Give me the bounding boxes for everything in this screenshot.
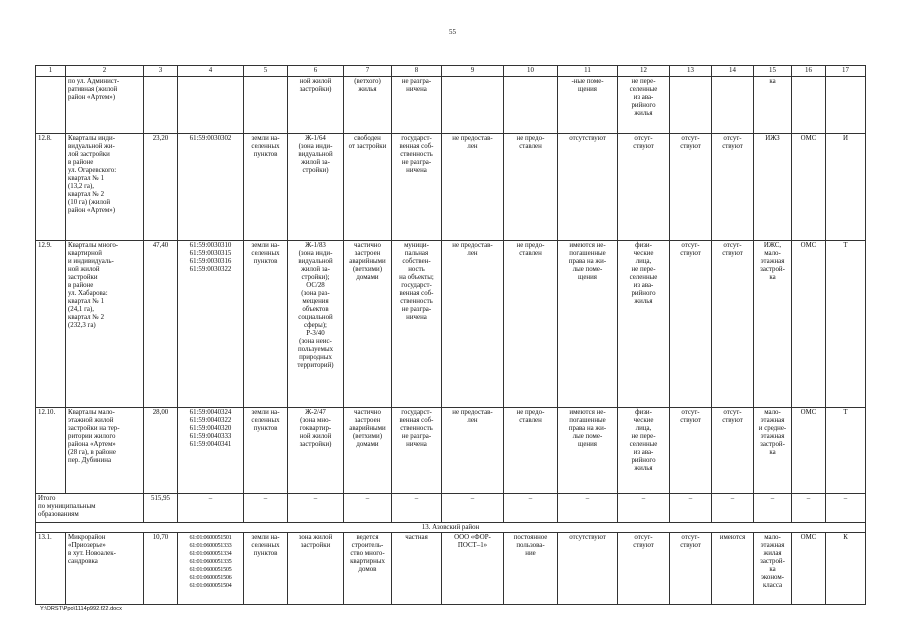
dash-cell: – <box>244 494 288 523</box>
cadastral-numbers: 61:59:0030310 61:59:0030315 61:59:0030316 61:59:0030322 <box>178 241 244 408</box>
dash-cell: – <box>442 494 504 523</box>
persons: отсут- ствуют <box>618 533 670 605</box>
table-row <box>36 533 866 605</box>
code: Т <box>826 241 866 408</box>
col-header: 16 <box>792 66 826 77</box>
table-cell: не разгра- ничена <box>392 77 442 134</box>
table-cell: отсут- ствуют <box>712 408 754 494</box>
holder: не предостав- лен <box>442 241 504 408</box>
ownership: государст- венная соб- ственность не разгра- ничена <box>392 408 442 494</box>
col-header: 10 <box>504 66 558 77</box>
table-row <box>36 408 866 494</box>
table-cell: отсут- ствуют <box>670 533 712 605</box>
cadastral-numbers: 61:59:0030302 <box>178 134 244 241</box>
code: Т <box>826 408 866 494</box>
persons: отсут- ствуют <box>618 134 670 241</box>
table-cell <box>826 77 866 134</box>
total-row <box>36 494 866 523</box>
table-cell <box>670 77 712 134</box>
right-type: не предо- ставлен <box>504 408 558 494</box>
page-number: 55 <box>449 28 456 36</box>
table-cell <box>36 77 66 134</box>
zone: Ж-2/47 (зона мно- гоквартир- ной жилой застройки) <box>288 408 344 494</box>
dash-cell: – <box>754 494 792 523</box>
dash-cell: – <box>670 494 712 523</box>
table-cell <box>792 77 826 134</box>
land-category: земли на- селенных пунктов <box>244 533 288 605</box>
table-row <box>36 241 866 408</box>
built-state: частично застроен аварийными (ветхими) домами <box>344 408 392 494</box>
holder: не предостав- лен <box>442 134 504 241</box>
right-type: не предо- ставлен <box>504 134 558 241</box>
table-cell: ной жилой застройки) <box>288 77 344 134</box>
table-cell: отсут- ствуют <box>670 134 712 241</box>
table-cell <box>144 77 178 134</box>
table-cell: отсут- ствуют <box>670 241 712 408</box>
col-header: 12 <box>618 66 670 77</box>
col-header: 4 <box>178 66 244 77</box>
area: 28,00 <box>144 408 178 494</box>
table-cell: -ные поме- щения <box>558 77 618 134</box>
col-header: 11 <box>558 66 618 77</box>
usage-type: мало- этажная жилая застрой- ка эконом- класса <box>754 533 792 605</box>
holder: не предостав- лен <box>442 408 504 494</box>
right-type: не предо- ставлен <box>504 241 558 408</box>
col-header: 13 <box>670 66 712 77</box>
col-header: 8 <box>392 66 442 77</box>
table-cell: отсут- ствуют <box>670 408 712 494</box>
table-cell <box>504 77 558 134</box>
encumbrances: отсутствуют <box>558 533 618 605</box>
right-type: постоянное пользова- ние <box>504 533 558 605</box>
ownership: муници- пальная собствен- ность на объекты; государст- венная соб- ственность не разгра- ничена <box>392 241 442 408</box>
object-name: Кварталы много- квартирной и индивидуаль- ной жилой застройки в районе ул. Хабарова: квартал № 1 (24,1 га), квартал № 2 (232,3 га) <box>66 241 144 408</box>
col-header: 1 <box>36 66 66 77</box>
col-header: 5 <box>244 66 288 77</box>
total-label: Итого по муниципальным образованиям <box>36 494 144 523</box>
dash-cell: – <box>344 494 392 523</box>
persons: физи- ческие лица, не пере- селенные из ава- рийного жилья <box>618 408 670 494</box>
dash-cell: – <box>178 494 244 523</box>
object-name: Микрорайон «Приозерье» в хут. Новоалек- сандровка <box>66 533 144 605</box>
continued-row <box>36 77 866 134</box>
table-cell: отсут- ствуют <box>712 134 754 241</box>
built-state: ведется строитель- ство много- квартирных домов <box>344 533 392 605</box>
built-state: свободен от застройки <box>344 134 392 241</box>
cadastral-numbers: 61:01:0600051501 61:01:0600051333 61:01:0600051334 61:01:0600051335 61:01:0600051505 61:01:0600051506 61:01:0600051504 <box>178 533 244 605</box>
dash-cell: – <box>826 494 866 523</box>
dash-cell: – <box>712 494 754 523</box>
row-number: 12.9. <box>36 241 66 408</box>
object-name: Кварталы мало- этажной жилой застройки на тер- ритории жилого района «Артем» (28 га), в районе пер. Дубинина <box>66 408 144 494</box>
table-cell <box>178 77 244 134</box>
authority: ОМС <box>792 134 826 241</box>
code: И <box>826 134 866 241</box>
col-header: 14 <box>712 66 754 77</box>
authority: ОМС <box>792 241 826 408</box>
encumbrances: имеются не- погашенные права на жи- лые поме- щения <box>558 241 618 408</box>
section-title: 13. Азовский район <box>36 523 866 533</box>
col-header: 3 <box>144 66 178 77</box>
section-row <box>36 523 866 533</box>
built-state: частично застроен аварийными (ветхими) домами <box>344 241 392 408</box>
col-header: 17 <box>826 66 866 77</box>
zone: зона жилой застройки <box>288 533 344 605</box>
usage-type: ИЖЗ <box>754 134 792 241</box>
column-number-row <box>36 66 866 77</box>
total-area: 515,95 <box>144 494 178 523</box>
row-number: 12.10. <box>36 408 66 494</box>
table-row <box>36 134 866 241</box>
holder: ООО «ФОР- ПОСТ–1» <box>442 533 504 605</box>
land-plots-table <box>35 65 866 605</box>
col-header: 15 <box>754 66 792 77</box>
land-category: земли на- селенных пунктов <box>244 241 288 408</box>
authority: ОМС <box>792 408 826 494</box>
file-path-footer: Y:\ORST\Ppo\1114p992.f22.docx <box>40 606 122 612</box>
dash-cell: – <box>618 494 670 523</box>
table-cell: отсут- ствуют <box>712 241 754 408</box>
code: К <box>826 533 866 605</box>
land-category: земли на- селенных пунктов <box>244 408 288 494</box>
col-header: 2 <box>66 66 144 77</box>
cadastral-numbers: 61:59:0040324 61:59:0040322 61:59:0040320 61:59:0040333 61:59:0040341 <box>178 408 244 494</box>
col-header: 9 <box>442 66 504 77</box>
table-cell: (ветхого) жилья <box>344 77 392 134</box>
table-cell: имеются <box>712 533 754 605</box>
table-cell: не пере- селенные из ава- рийного жилья <box>618 77 670 134</box>
row-number: 12.8. <box>36 134 66 241</box>
usage-type: ИЖС, мало- этажная застрой- ка <box>754 241 792 408</box>
authority: ОМС <box>792 533 826 605</box>
persons: физи- ческие лица, не пере- селенные из ава- рийного жилья <box>618 241 670 408</box>
usage-type: мало- этажная и средне- этажная застрой- ка <box>754 408 792 494</box>
dash-cell: – <box>792 494 826 523</box>
encumbrances: отсутствуют <box>558 134 618 241</box>
table-cell <box>244 77 288 134</box>
area: 23,20 <box>144 134 178 241</box>
table-cell: по ул. Админист- ративная (жилой район «Артем») <box>66 77 144 134</box>
col-header: 7 <box>344 66 392 77</box>
ownership: государст- венная соб- ственность не разгра- ничена <box>392 134 442 241</box>
row-number: 13.1. <box>36 533 66 605</box>
object-name: Кварталы инди- видуальной жи- лой застройки в районе ул. Огаревского: квартал № 1 (13,2 га), квартал № 2 (10 га) (жилой район «Артем») <box>66 134 144 241</box>
dash-cell: – <box>288 494 344 523</box>
table-cell: ка <box>754 77 792 134</box>
zone: Ж-1/64 (зона инди- видуальной жилой за- стройки) <box>288 134 344 241</box>
area: 47,40 <box>144 241 178 408</box>
dash-cell: – <box>558 494 618 523</box>
dash-cell: – <box>392 494 442 523</box>
area: 10,70 <box>144 533 178 605</box>
table-cell <box>442 77 504 134</box>
ownership: частная <box>392 533 442 605</box>
table-cell <box>712 77 754 134</box>
encumbrances: имеются не- погашенные права на жи- лые поме- щения <box>558 408 618 494</box>
col-header: 6 <box>288 66 344 77</box>
land-category: земли на- селенных пунктов <box>244 134 288 241</box>
zone: Ж-1/83 (зона инди- видуальной жилой за- стройки); ОС/28 (зона раз- мещения объектов социальной сферы); Р-3/40 (зона неис- пользуемых природных территорий) <box>288 241 344 408</box>
dash-cell: – <box>504 494 558 523</box>
